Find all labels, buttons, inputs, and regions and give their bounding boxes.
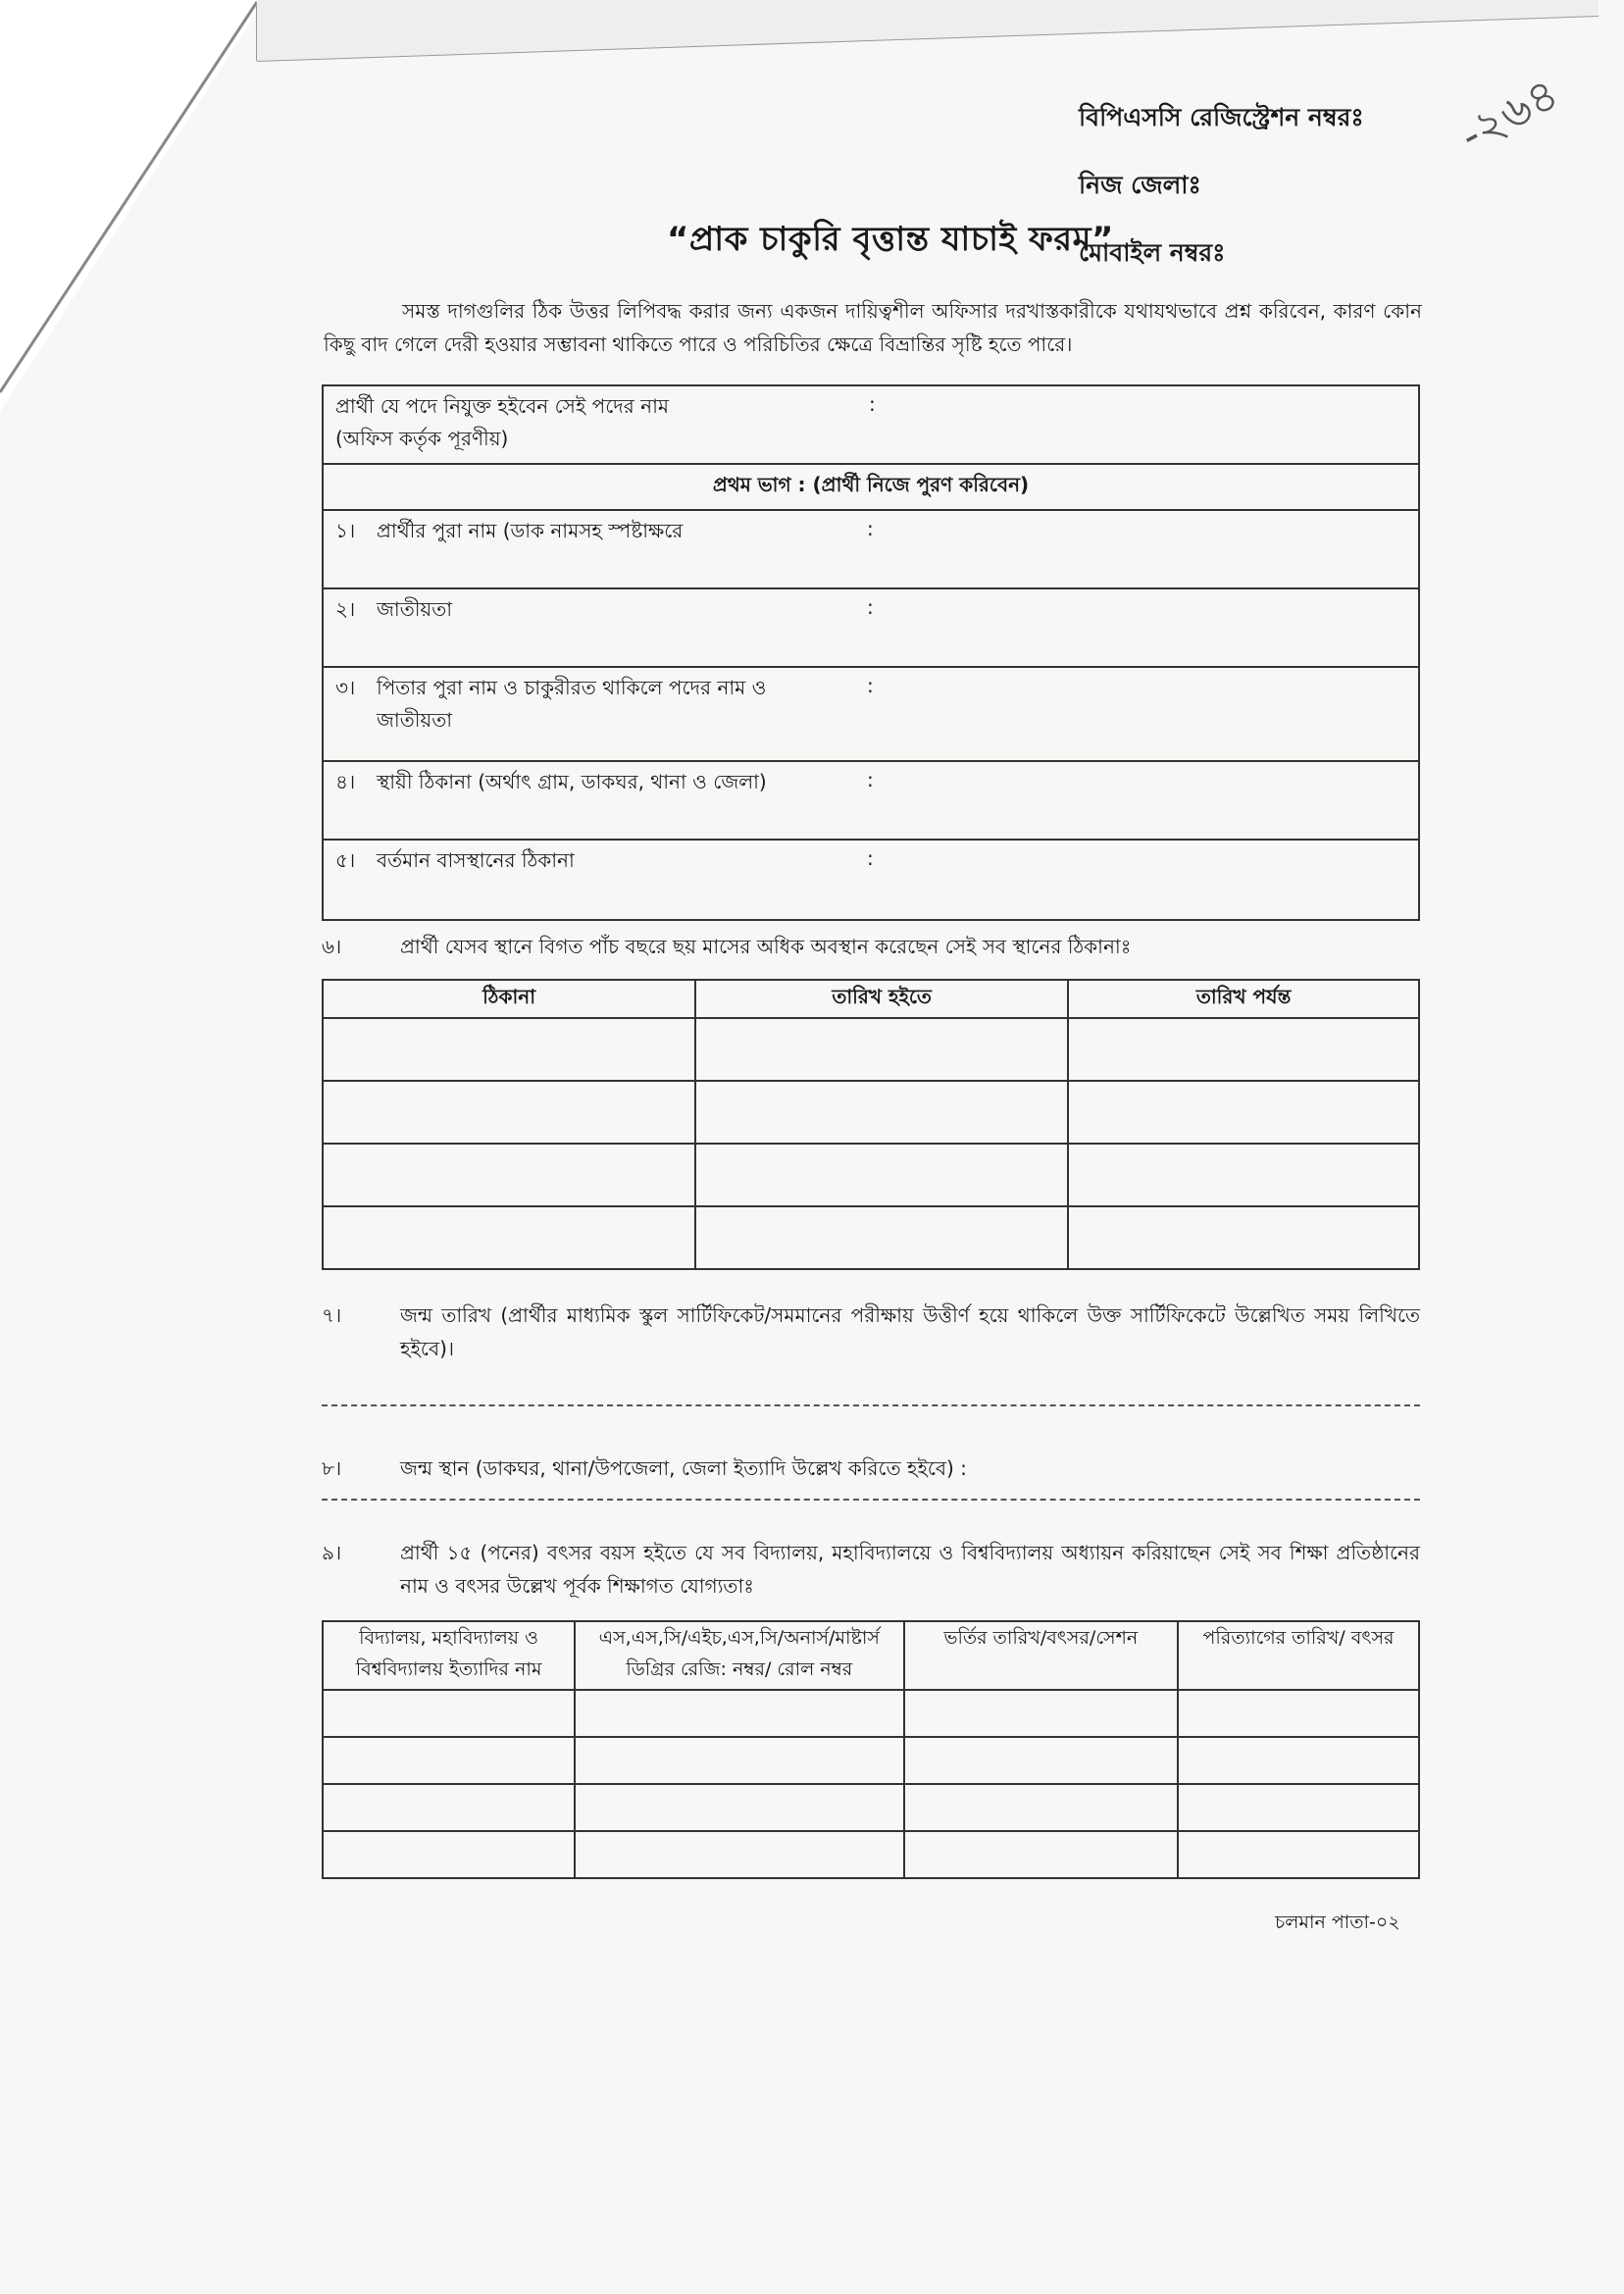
question-number: ৯। — [322, 1541, 342, 1564]
row-number: ৪। — [335, 770, 356, 793]
district-label: নিজ জেলাঃ — [1079, 171, 1201, 199]
form-row-4[interactable] — [323, 761, 1419, 840]
row-label: জাতীয়তা — [377, 597, 453, 621]
table-cell[interactable] — [323, 1206, 695, 1269]
residence-table — [322, 979, 1420, 1270]
form-row-2[interactable] — [323, 588, 1419, 667]
table-cell[interactable] — [904, 1784, 1179, 1831]
row-label: পিতার পুরা নাম ও চাকুরীরত থাকিলে পদের নাম ও জাতীয়তা — [377, 676, 767, 732]
row-label: বর্তমান বাসস্থানের ঠিকানা — [377, 848, 575, 872]
registration-label: বিপিএসসি রেজিস্ট্রেশন নম্বরঃ — [1079, 103, 1364, 131]
question-text: জন্ম তারিখ (প্রার্থীর মাধ্যমিক স্কুল সার্টিফিকেট/সমমানের পরীক্ষায় উত্তীর্ণ হয়ে থাকিলে উক্ত সার্টিফিকেটে উল্লেখিত সময় লিখিতে হইবে)। — [400, 1303, 1420, 1360]
answer-line[interactable] — [322, 1499, 1420, 1501]
post-label: প্রার্থী যে পদে নিযুক্ত হইবেন সেই পদের নাম — [335, 394, 669, 418]
table-cell[interactable] — [323, 1831, 575, 1878]
table-cell[interactable] — [323, 1081, 695, 1144]
table-cell[interactable] — [323, 1144, 695, 1206]
education-table — [322, 1620, 1420, 1879]
colon: : — [867, 768, 874, 791]
post-note: (অফিস কর্তৃক পূরণীয়) — [335, 427, 509, 450]
table-cell[interactable] — [1178, 1831, 1419, 1878]
question-9 — [322, 1536, 1420, 1603]
question-6 — [322, 930, 1420, 963]
table-cell[interactable] — [323, 1018, 695, 1081]
column-header: পরিত্যাগের তারিখ/ বৎসর — [1178, 1621, 1419, 1690]
question-number: ৮। — [322, 1456, 342, 1480]
table-cell[interactable] — [575, 1831, 903, 1878]
column-header: ভর্তির তারিখ/বৎসর/সেশন — [904, 1621, 1179, 1690]
table-cell[interactable] — [695, 1018, 1068, 1081]
table-cell[interactable] — [695, 1144, 1068, 1206]
post-row — [323, 385, 1419, 464]
form-title: “প্রাক চাকুরি বৃত্তান্ত যাচাই ফরম” — [667, 220, 1114, 259]
row-number: ১। — [335, 519, 356, 542]
colon: : — [867, 517, 874, 540]
table-cell[interactable] — [1068, 1081, 1419, 1144]
column-header: তারিখ পর্যন্ত — [1068, 980, 1419, 1018]
table-cell[interactable] — [323, 1690, 575, 1737]
row-number: ২। — [335, 597, 356, 621]
colon: : — [867, 595, 874, 619]
intro-paragraph: সমস্ত দাগগুলির ঠিক উত্তর লিপিবদ্ধ করার জন্য একজন দায়িত্বশীল অফিসার দরখাস্তকারীকে যথাযথভাবে প্রশ্ন করিবেন, কারণ কোন কিছু বাদ গেলে দেরী হওয়ার সম্ভাবনা থাকিতে পারে ও পরিচিতির ক্ষেত্রে বিভ্রান্তির সৃষ্টি হতে পারে। — [324, 299, 1422, 356]
handwritten-page-number: -২৬৪ — [1450, 66, 1567, 163]
table-cell[interactable] — [323, 1784, 575, 1831]
table-cell[interactable] — [1178, 1737, 1419, 1784]
table-cell[interactable] — [1068, 1018, 1419, 1081]
question-7 — [322, 1299, 1420, 1365]
question-8 — [322, 1452, 1420, 1485]
question-text: প্রার্থী যেসব স্থানে বিগত পাঁচ বছরে ছয় মাসের অধিক অবস্থান করেছেন সেই সব স্থানের ঠিকানাঃ — [400, 935, 1132, 958]
form-row-3[interactable] — [323, 667, 1419, 761]
table-cell[interactable] — [1178, 1784, 1419, 1831]
table-cell[interactable] — [695, 1081, 1068, 1144]
row-number: ৩। — [335, 676, 356, 699]
section-title: প্রথম ভাগ : (প্রার্থী নিজে পুরণ করিবেন) — [323, 464, 1419, 510]
column-header: তারিখ হইতে — [695, 980, 1068, 1018]
table-cell[interactable] — [1178, 1690, 1419, 1737]
form-row-5[interactable] — [323, 840, 1419, 920]
row-label: স্থায়ী ঠিকানা (অর্থাৎ গ্রাম, ডাকঘর, থানা ও জেলা) — [377, 770, 767, 793]
row-label: প্রার্থীর পুরা নাম (ডাক নামসহ স্পষ্টাক্ষরে — [377, 519, 684, 542]
colon: : — [867, 846, 874, 870]
table-cell[interactable] — [575, 1737, 903, 1784]
row-number: ৫। — [335, 848, 356, 872]
column-header: এস,এস,সি/এইচ,এস,সি/অনার্স/মাষ্টার্স ডিগ্রির রেজি: নম্বর/ রোল নম্বর — [575, 1621, 903, 1690]
table-cell[interactable] — [1068, 1206, 1419, 1269]
table-cell[interactable] — [904, 1690, 1179, 1737]
question-number: ৭। — [322, 1303, 342, 1327]
column-header: বিদ্যালয়, মহাবিদ্যালয় ও বিশ্ববিদ্যালয় ইত্যাদির নাম — [323, 1621, 575, 1690]
question-text: প্রার্থী ১৫ (পনের) বৎসর বয়স হইতে যে সব বিদ্যালয়, মহাবিদ্যালয়ে ও বিশ্ববিদ্যালয় অধ্যায়ন করিয়াছেন সেই সব শিক্ষা প্রতিষ্ঠানের নাম ও বৎসর উল্লেখ পূর্বক শিক্ষাগত যোগ্যতাঃ — [400, 1541, 1420, 1598]
table-cell[interactable] — [904, 1737, 1179, 1784]
question-text: জন্ম স্থান (ডাকঘর, থানা/উপজেলা, জেলা ইত্যাদি উল্লেখ করিতে হইবে) : — [400, 1456, 967, 1480]
colon: : — [867, 674, 874, 697]
question-number: ৬। — [322, 935, 342, 958]
table-cell[interactable] — [575, 1784, 903, 1831]
colon: : — [869, 392, 876, 416]
header-fields — [1079, 98, 1364, 301]
table-cell[interactable] — [904, 1831, 1179, 1878]
table-cell[interactable] — [1068, 1144, 1419, 1206]
continued-page-note: চলমান পাতা-০২ — [1275, 1912, 1400, 1933]
applicant-info-table — [322, 384, 1420, 921]
column-header: ঠিকানা — [323, 980, 695, 1018]
mobile-label: মোবাইল নম্বরঃ — [1079, 238, 1226, 267]
form-row-1[interactable] — [323, 510, 1419, 588]
table-cell[interactable] — [575, 1690, 903, 1737]
answer-line[interactable] — [322, 1404, 1420, 1406]
table-cell[interactable] — [695, 1206, 1068, 1269]
table-cell[interactable] — [323, 1737, 575, 1784]
